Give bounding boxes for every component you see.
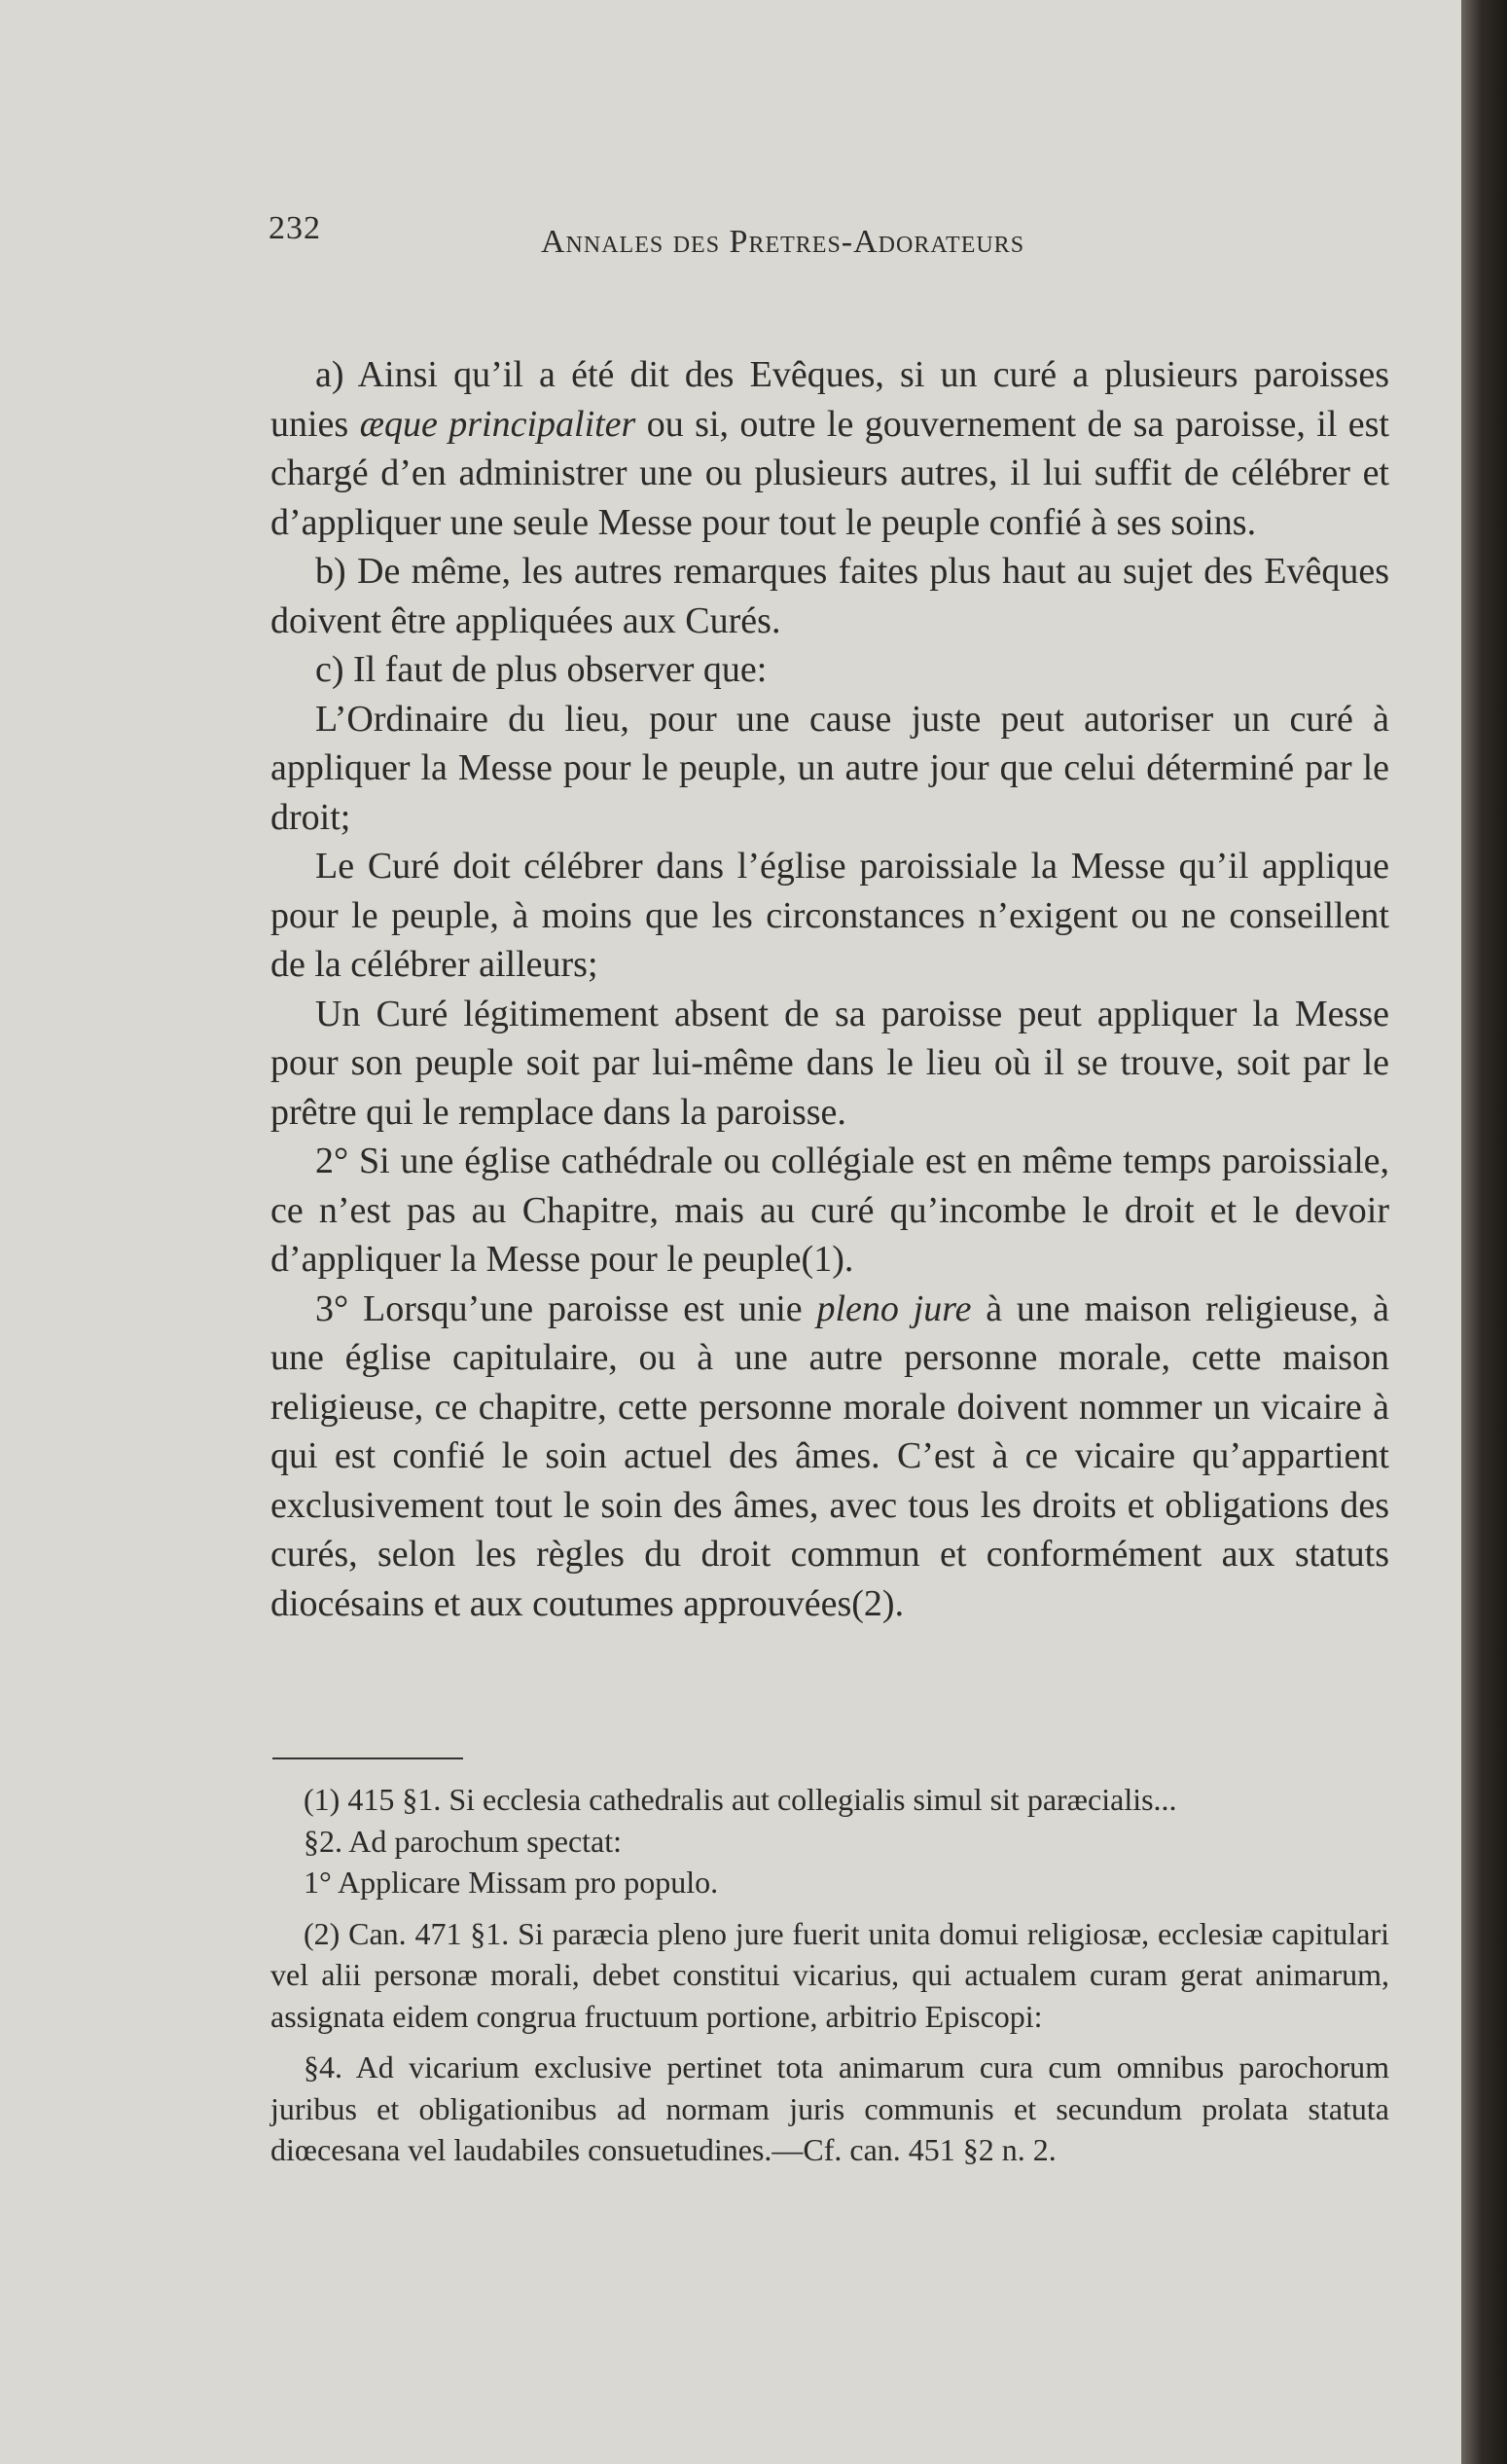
paragraph-2: 2° Si une église cathédrale ou collégiale est en même temps paroissiale, ce n’est pas au Chapitre, mais au curé qu’incombe le droit et le devoir d’appliquer la Messe pour le peuple(1). bbox=[270, 1141, 1389, 1280]
paragraph-c: c) Il faut de plus observer que: bbox=[315, 649, 768, 690]
running-head: Annales des Pretres-Adorateurs bbox=[541, 224, 1025, 260]
footnote-2-line-b: §4. Ad vicarium exclusive pertinet tota animarum cura cum omnibus parochorum juribus et obligationibus ad normam juris communis et secundum prolata statuta diœcesana vel laudabiles consuetudines.—Cf. can. 451 §2 n. 2. bbox=[270, 2049, 1389, 2167]
footnote-2-line-a: (2) Can. 471 §1. Si paræcia pleno jure fuerit unita domui religiosæ, ecclesiæ capitulari vel alii personæ morali, debet constitui vicarius, qui actualem curam gerat animarum, assignata eidem congrua fructuum portione, arbitrio Episcopi: bbox=[270, 1915, 1389, 2034]
paragraph-cure: Le Curé doit célébrer dans l’église paroissiale la Messe qu’il applique pour le peuple, à moins que les circonstances n’exigent ou ne conseillent de la célébrer ailleurs; bbox=[270, 846, 1389, 985]
page-header bbox=[0, 210, 1461, 269]
footnote-1-line-a: (1) 415 §1. Si ecclesia cathedralis aut collegialis simul sit paræcialis... bbox=[304, 1782, 1177, 1817]
page-number: 232 bbox=[269, 210, 321, 246]
paragraph-a bbox=[270, 350, 1389, 547]
paragraph-3-rest: à une maison religieuse, à une église capitulaire, ou à une autre personne morale, cette maison religieuse, ce chapitre, cette personne morale doivent nommer un vicaire à qui est confié le soin actuel des âmes. C’est à ce vicaire qu’appartient exclusivement tout le soin des âmes, avec tous les droits et obligations des curés, selon les règles du droit commun et conformément aux statuts diocésains et aux coutumes approuvées(2). bbox=[270, 1287, 1390, 1624]
paragraph-a-text: a) Ainsi qu’il a été dit des Evêques, si un curé a plusieurs paroisses unies bbox=[270, 354, 1389, 445]
footnotes bbox=[270, 1779, 1389, 2171]
footnote-1-line-b: §2. Ad parochum spectat: bbox=[304, 1823, 623, 1859]
paragraph-a-rest: ou si, outre le gouvernement de sa paroisse, il est chargé d’en administrer une ou plusieurs autres, il lui suffit de célébrer et d’appliquer une seule Messe pour tout le peuple confié à ses soins. bbox=[270, 403, 1389, 543]
paragraph-3-text: 3° Lorsqu’une paroisse est unie bbox=[315, 1287, 803, 1329]
footnote-rule bbox=[272, 1757, 463, 1759]
paragraph-3-italic: pleno jure bbox=[816, 1287, 972, 1329]
paragraph-absent: Un Curé légitimement absent de sa paroisse peut appliquer la Messe pour son peuple soit par lui-même dans le lieu où il se trouve, soit par le prêtre qui le remplace dans la paroisse. bbox=[270, 993, 1389, 1133]
footnote-1-line-c: 1° Applicare Missam pro populo. bbox=[304, 1865, 719, 1900]
book-binding-edge bbox=[1461, 0, 1507, 2464]
paragraph-a-italic: æque principaliter bbox=[359, 403, 636, 445]
paragraph-ordinaire: L’Ordinaire du lieu, pour une cause juste peut autoriser un curé à appliquer la Messe pour le peuple, un autre jour que celui déterminé par le droit; bbox=[270, 698, 1389, 838]
body-text bbox=[270, 350, 1389, 1628]
paragraph-b: b) De même, les autres remarques faites plus haut au sujet des Evêques doivent être appliquées aux Curés. bbox=[270, 551, 1389, 641]
paragraph-3 bbox=[270, 1285, 1389, 1629]
